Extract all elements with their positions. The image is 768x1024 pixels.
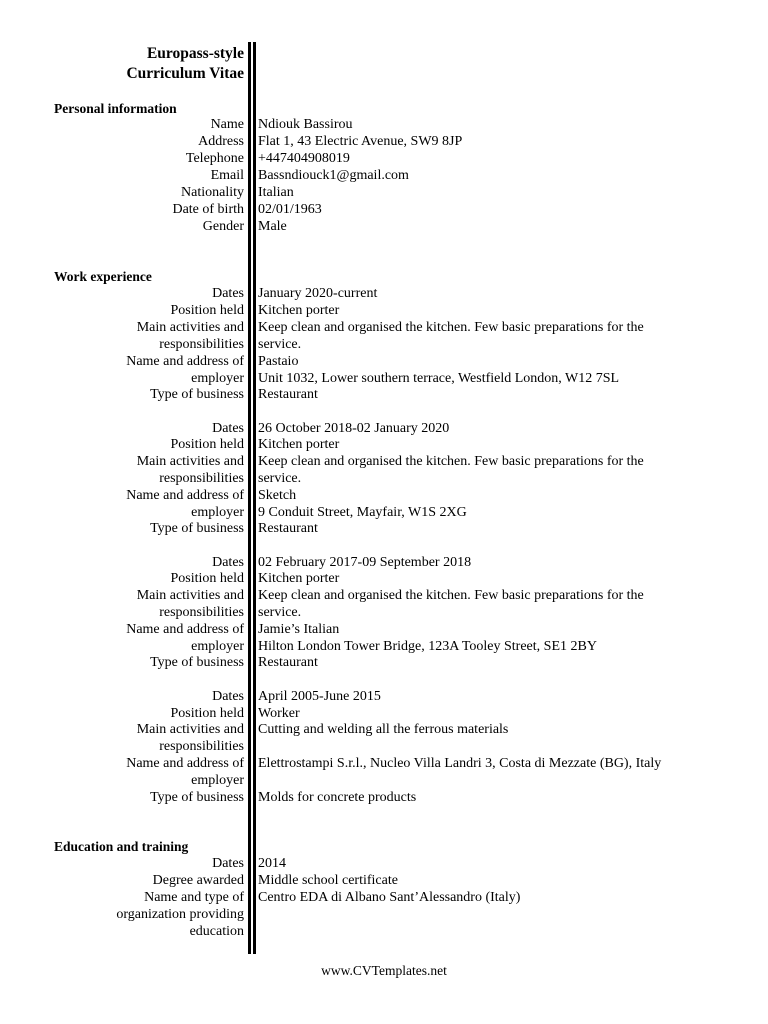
- job-dates-value: April 2005-June 2015: [258, 689, 381, 704]
- job-employer-label-cont: employer: [191, 639, 244, 654]
- job-activities-label-cont: responsibilities: [159, 337, 244, 352]
- job-activities-label: Main activities and: [136, 588, 244, 603]
- job-business-label: Type of business: [150, 387, 244, 402]
- personal-info-heading: Personal information: [54, 101, 177, 116]
- job-position-label: Position held: [170, 571, 244, 586]
- nationality-value: Italian: [258, 185, 294, 200]
- email-label: Email: [210, 168, 244, 183]
- job-position-label: Position held: [170, 437, 244, 452]
- gender-value: Male: [258, 219, 287, 234]
- edu-dates-value: 2014: [258, 856, 286, 871]
- job-activities-value: Keep clean and organised the kitchen. Few basic preparations for the: [258, 454, 644, 469]
- job-dates-value: 26 October 2018-02 January 2020: [258, 421, 450, 436]
- job-employer-address: 9 Conduit Street, Mayfair, W1S 2XG: [258, 505, 467, 520]
- job-employer-name: Elettrostampi S.r.l., Nucleo Villa Landri 3, Costa di Mezzate (BG), Italy: [258, 756, 662, 771]
- job-dates-label: Dates: [212, 555, 244, 570]
- job-dates-label: Dates: [212, 286, 244, 301]
- gender-label: Gender: [202, 219, 244, 234]
- email-value: Bassndiouck1@gmail.com: [258, 168, 409, 183]
- column-divider-left: [248, 42, 251, 954]
- job-position-value: Kitchen porter: [258, 303, 340, 318]
- job-activities-value: Cutting and welding all the ferrous materials: [258, 722, 509, 737]
- job-employer-name: Pastaio: [258, 354, 299, 369]
- footer-url: www.CVTemplates.net: [321, 963, 447, 978]
- job-position-value: Kitchen porter: [258, 571, 340, 586]
- job-position-label: Position held: [170, 706, 244, 721]
- job-activities-label: Main activities and: [136, 320, 244, 335]
- job-business-value: Restaurant: [258, 521, 318, 536]
- telephone-value: +447404908019: [258, 151, 350, 166]
- job-dates-value: 02 February 2017-09 September 2018: [258, 555, 472, 570]
- job-business-value: Molds for concrete products: [258, 790, 417, 805]
- nationality-label: Nationality: [181, 185, 244, 200]
- job-business-value: Restaurant: [258, 387, 318, 402]
- job-activities-value: Keep clean and organised the kitchen. Few basic preparations for the: [258, 588, 644, 603]
- dob-value: 02/01/1963: [258, 202, 322, 217]
- edu-degree-value: Middle school certificate: [258, 873, 398, 888]
- edu-org-label-cont: organization providing: [116, 907, 244, 922]
- job-business-value: Restaurant: [258, 655, 318, 670]
- job-activities-label: Main activities and: [136, 722, 244, 737]
- job-position-value: Kitchen porter: [258, 437, 340, 452]
- job-dates-label: Dates: [212, 421, 244, 436]
- job-employer-label-cont: employer: [191, 773, 244, 788]
- job-activities-label-cont: responsibilities: [159, 739, 244, 754]
- edu-degree-label: Degree awarded: [152, 873, 244, 888]
- title-line-2: Curriculum Vitae: [126, 65, 244, 82]
- job-employer-label: Name and address of: [126, 488, 244, 503]
- title-line-1: Europass-style: [146, 45, 244, 62]
- name-label: Name: [210, 117, 244, 132]
- job-business-label: Type of business: [150, 521, 244, 536]
- address-value: Flat 1, 43 Electric Avenue, SW9 8JP: [258, 134, 463, 149]
- telephone-label: Telephone: [185, 151, 244, 166]
- job-employer-label: Name and address of: [126, 622, 244, 637]
- edu-org-value: Centro EDA di Albano Sant’Alessandro (Italy): [258, 890, 521, 905]
- dob-label: Date of birth: [172, 202, 244, 217]
- job-employer-address: Unit 1032, Lower southern terrace, Westfield London, W12 7SL: [258, 371, 620, 386]
- job-dates-value: January 2020-current: [258, 286, 378, 301]
- job-dates-label: Dates: [212, 689, 244, 704]
- edu-org-label: Name and type of: [144, 890, 244, 905]
- job-employer-label: Name and address of: [126, 756, 244, 771]
- column-divider-right: [253, 42, 256, 954]
- job-activities-value: Keep clean and organised the kitchen. Few basic preparations for the: [258, 320, 644, 335]
- job-employer-label-cont: employer: [191, 505, 244, 520]
- job-employer-name: Sketch: [258, 488, 297, 503]
- document-title: [126, 44, 244, 84]
- edu-dates-label: Dates: [212, 856, 244, 871]
- job-employer-label: Name and address of: [126, 354, 244, 369]
- work-experience-heading: Work experience: [54, 269, 152, 284]
- job-position-value: Worker: [258, 706, 300, 721]
- address-label: Address: [198, 134, 244, 149]
- job-business-label: Type of business: [150, 790, 244, 805]
- job-activities-value-cont: service.: [258, 605, 302, 620]
- job-activities-label-cont: responsibilities: [159, 471, 244, 486]
- job-activities-label-cont: responsibilities: [159, 605, 244, 620]
- name-value: Ndiouk Bassirou: [258, 117, 353, 132]
- job-position-label: Position held: [170, 303, 244, 318]
- job-employer-address: Hilton London Tower Bridge, 123A Tooley Street, SE1 2BY: [258, 639, 597, 654]
- job-business-label: Type of business: [150, 655, 244, 670]
- education-heading: Education and training: [54, 839, 189, 854]
- job-activities-value-cont: service.: [258, 471, 302, 486]
- edu-org-label-cont2: education: [189, 924, 244, 939]
- job-employer-label-cont: employer: [191, 371, 244, 386]
- job-activities-value-cont: service.: [258, 337, 302, 352]
- job-employer-name: Jamie’s Italian: [258, 622, 340, 637]
- job-activities-label: Main activities and: [136, 454, 244, 469]
